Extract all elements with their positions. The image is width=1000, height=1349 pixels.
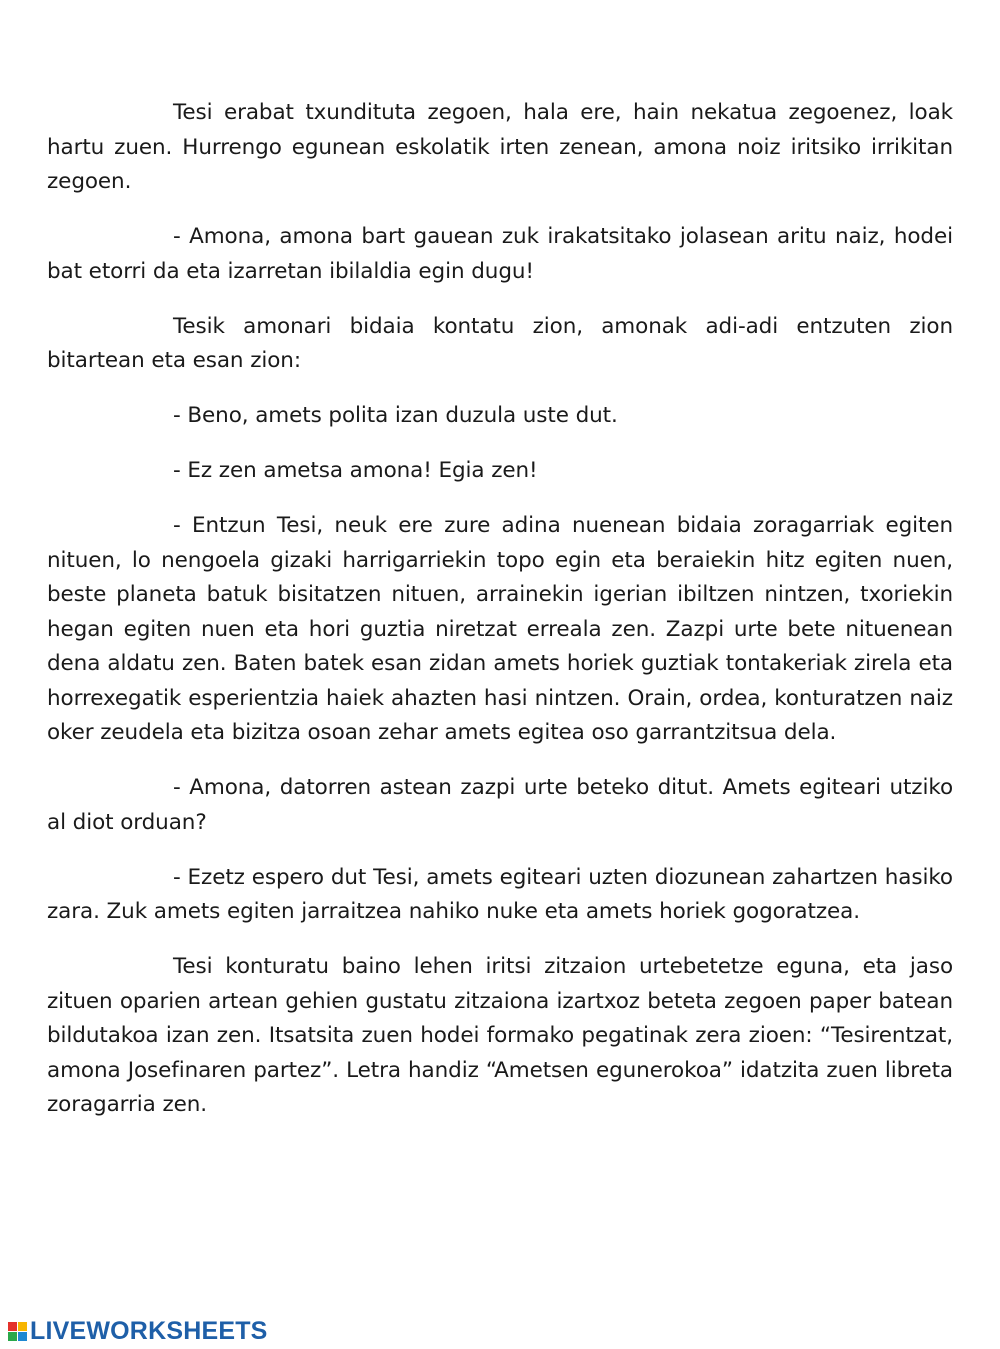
logo-block-red (8, 1322, 17, 1331)
paragraph-3: Tesik amonari bidaia kontatu zion, amonak adi-adi entzuten zion bitartean eta esan zion: (47, 313, 953, 373)
paragraph-7: - Amona, datorren astean zazpi urte beteko ditut. Amets egiteari utziko al diot orduan? (47, 775, 953, 835)
logo-blocks-icon (8, 1322, 27, 1341)
logo-block-green (8, 1332, 17, 1341)
liveworksheets-logo (8, 1316, 268, 1346)
logo-text: LIVEWORKSHEETS (30, 1316, 268, 1345)
story-text (47, 96, 953, 1123)
paragraph-5: - Ez zen ametsa amona! Egia zen! (173, 458, 538, 483)
paragraph-4: - Beno, amets polita izan duzula uste dut. (173, 403, 618, 428)
paragraph-1: Tesi erabat txundituta zegoen, hala ere, hain nekatua zegoenez, loak hartu zuen. Hurrengo egunean eskolatik irten zenean, amona noiz iritsiko irrikitan zegoen. (47, 100, 953, 194)
logo-block-blue (18, 1332, 27, 1341)
logo-block-yellow (18, 1322, 27, 1331)
paragraph-2: - Amona, amona bart gauean zuk irakatsitako jolasean aritu naiz, hodei bat etorri da eta izarretan ibilaldia egin dugu! (47, 224, 953, 284)
paragraph-9: Tesi konturatu baino lehen iritsi zitzaion urtebetetze eguna, eta jaso zituen oparien artean gehien gustatu zitzaiona izartxoz beteta zegoen paper batean bildutakoa izan zen. Itsatsita zuen hodei formako pegatinak zera zioen: “Tesirentzat, amona Josefinaren partez”. Letra handiz “Ametsen egunerokoa” idatzita zuen libreta zoragarria zen. (47, 954, 953, 1117)
paragraph-8: - Ezetz espero dut Tesi, amets egiteari uzten diozunean zahartzen hasiko zara. Zuk amets egiten jarraitzea nahiko nuke eta amets horiek gogoratzea. (47, 864, 953, 924)
paragraph-6: - Entzun Tesi, neuk ere zure adina nuenean bidaia zoragarriak egiten nituen, lo nengoela gizaki harrigarriekin topo egin eta beraiekin hitz egiten nuen, beste planeta batuk bisitatzen nituen, arrainekin igerian ibiltzen nintzen, txoriekin hegan egiten nuen eta hori guztia niretzat erreala zen. Zazpi urte bete nituenean dena aldatu zen. Baten batek esan zidan amets horiek guztiak tontakeriak zirela eta horrexegatik esperientzia haiek ahazten hasi nintzen. Orain, ordea, konturatzen naiz oker zeudela eta bizitza osoan zehar amets egitea oso garrantzitsua dela. (47, 513, 953, 745)
